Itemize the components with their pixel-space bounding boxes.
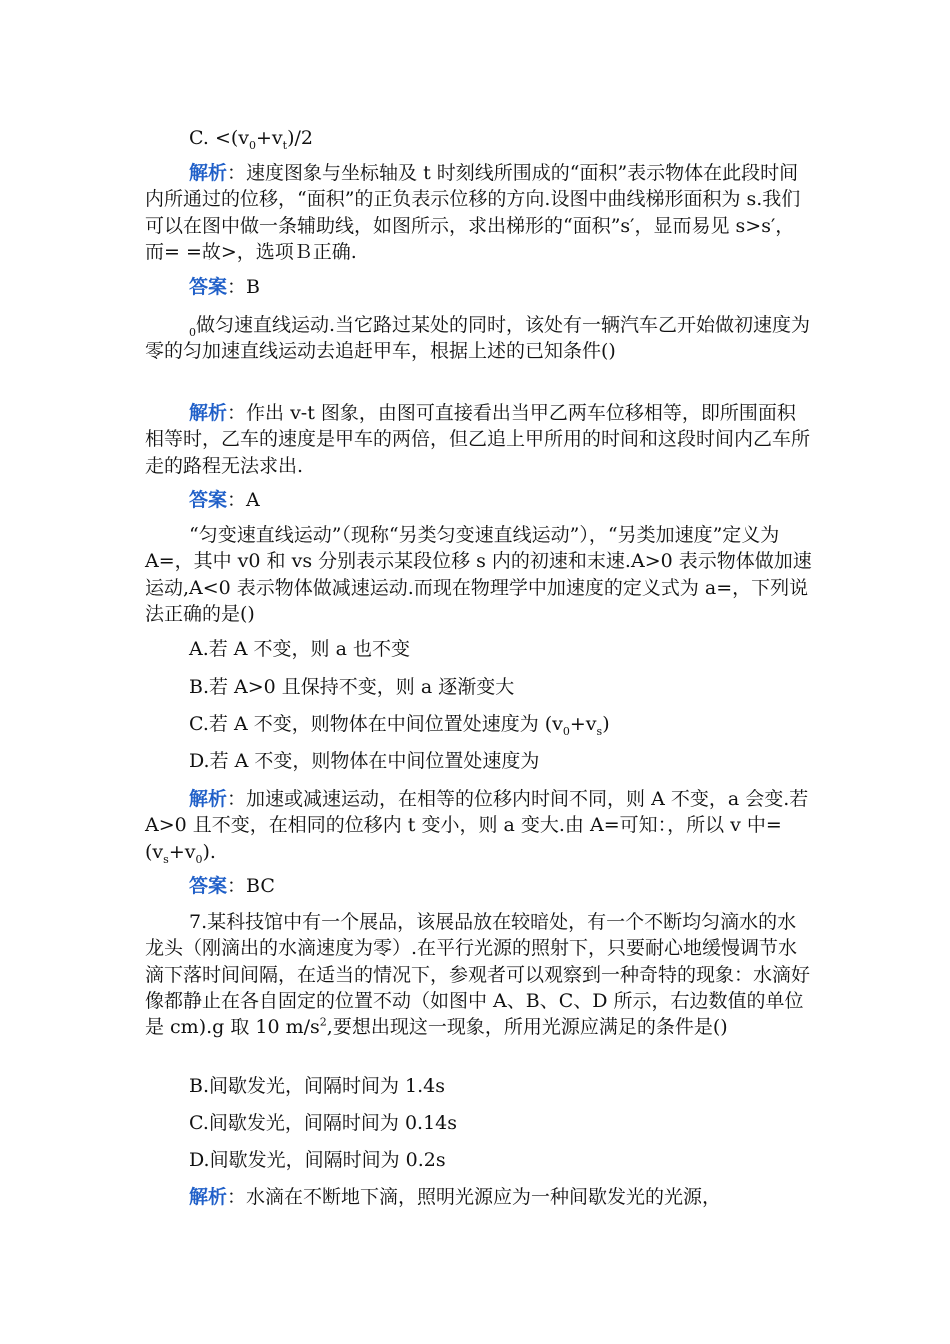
colon: ：	[227, 1186, 247, 1208]
subscript: 0	[189, 325, 196, 339]
colon: ：	[227, 788, 247, 810]
question-2	[145, 312, 813, 365]
question-text: 做匀速直线运动.当它路过某处的同时，该处有一辆汽车乙开始做初速度为零的匀加速直线运动去追赶甲车，根据上述的已知条件()	[145, 314, 811, 363]
explanation-text: +v	[168, 840, 196, 863]
colon: ：	[227, 162, 247, 184]
option-a	[189, 636, 813, 662]
answer-label: 答案	[189, 489, 228, 511]
question-7	[145, 909, 813, 1040]
explanation-text: 速度图象与坐标轴及 t 时刻线所围成的“面积”表示物体在此段时间内所通过的位移，“面积”的正负表示位移的方向.设图中曲线梯形面积为 s.我们可以在图中做一条辅助线，如图所示，求出梯形的“面积”s′，显而易见 s>s′，而= =故>，选项Ｂ正确.	[145, 162, 801, 263]
answer-label: 答案	[189, 875, 228, 897]
subscript: t	[282, 138, 288, 152]
option-text: A.若 A 不变，则 a 也不变	[189, 638, 410, 660]
option-c-text: C. <(v	[189, 127, 250, 149]
option-text: )	[602, 713, 610, 735]
subscript: 0	[195, 852, 203, 866]
answer-label: 答案	[189, 276, 228, 298]
option-text: C.间歇发光，间隔时间为 0.14s	[189, 1112, 457, 1134]
explanation-text: 作出 v-t 图象，由图可直接看出当甲乙两车位移相等，即所围面积相等时，乙车的速度是甲车的两倍，但乙追上甲所用的时间和这段时间内乙车所走的路程无法求出.	[145, 402, 811, 477]
subscript: s	[596, 724, 603, 738]
explanation-text: ).	[202, 840, 216, 863]
option-c	[189, 711, 813, 737]
explanation-3	[145, 786, 813, 865]
option-c-text: )/2	[287, 127, 313, 149]
colon: ：	[227, 276, 247, 298]
question-text: ,要想出现这一现象，所用光源应满足的条件是()	[326, 1016, 728, 1039]
subscript: 0	[562, 724, 570, 738]
explanation-7	[145, 1184, 813, 1210]
answer-3	[145, 873, 813, 899]
question-text: “匀变速直线运动”（现称“另类匀变速直线运动”），“另类加速度”定义为 A=，其中 v0 和 vs 分别表示某段位移 s 内的初速和末速.A>0 表示物体做加速运动,A<0 表示物体做减速运动.而现在物理学中加速度的定义式为 a=，下列说法正确的是()	[145, 524, 812, 625]
option-b-7	[189, 1073, 813, 1099]
question-3	[145, 522, 813, 627]
explanation-label: 解析	[189, 162, 228, 184]
option-c-line	[189, 125, 813, 151]
superscript: 2	[319, 1015, 327, 1029]
answer-value: B	[246, 276, 260, 298]
answer-value: A	[246, 489, 260, 511]
option-d-7	[189, 1147, 813, 1173]
option-b	[189, 674, 813, 700]
explanation-2	[145, 400, 813, 479]
answer-2	[145, 487, 813, 513]
colon: ：	[227, 875, 247, 897]
answer-1	[145, 274, 813, 300]
explanation-label: 解析	[189, 402, 228, 424]
option-text: D.间歇发光，间隔时间为 0.2s	[189, 1149, 446, 1171]
explanation-1	[145, 160, 813, 265]
option-text: +v	[569, 713, 597, 735]
option-text: B.若 A>0 且保持不变，则 a 逐渐变大	[189, 676, 515, 698]
colon: ：	[227, 402, 247, 424]
option-c-7	[189, 1110, 813, 1136]
subscript: 0	[249, 138, 257, 152]
option-c-text: +v	[256, 127, 283, 149]
colon: ：	[227, 489, 247, 511]
option-text: D.若 A 不变，则物体在中间位置处速度为	[189, 750, 540, 772]
option-text: C.若 A 不变，则物体在中间位置处速度为 (v	[189, 713, 563, 735]
explanation-text: 水滴在不断地下滴，照明光源应为一种间歇发光的光源，	[246, 1186, 722, 1208]
option-text: B.间歇发光，间隔时间为 1.4s	[189, 1075, 446, 1097]
explanation-label: 解析	[189, 788, 228, 810]
option-d	[189, 748, 813, 774]
answer-value: BC	[246, 875, 275, 897]
subscript: s	[163, 852, 169, 866]
explanation-label: 解析	[189, 1186, 228, 1208]
explanation-text: 加速或减速运动，在相等的位移内时间不同，则 A 不变，a 会变.若 A>0 且不变，在相同的位移内 t 变小，则 a 变大.由 A=可知：，所以 v 中= (v	[145, 788, 809, 863]
question-text: 7.某科技馆中有一个展品，该展品放在较暗处，有一个不断均匀滴水的水龙头（刚滴出的水滴速度为零）.在平行光源的照射下，只要耐心地缓慢调节水滴下落时间间隔，在适当的情况下，参观者可以观察到一种奇特的现象：水滴好像都静止在各自固定的位置不动（如图中 A、B、C、D 所示，右边数值的单位是 cm).g 取 10 m/s	[145, 911, 811, 1039]
